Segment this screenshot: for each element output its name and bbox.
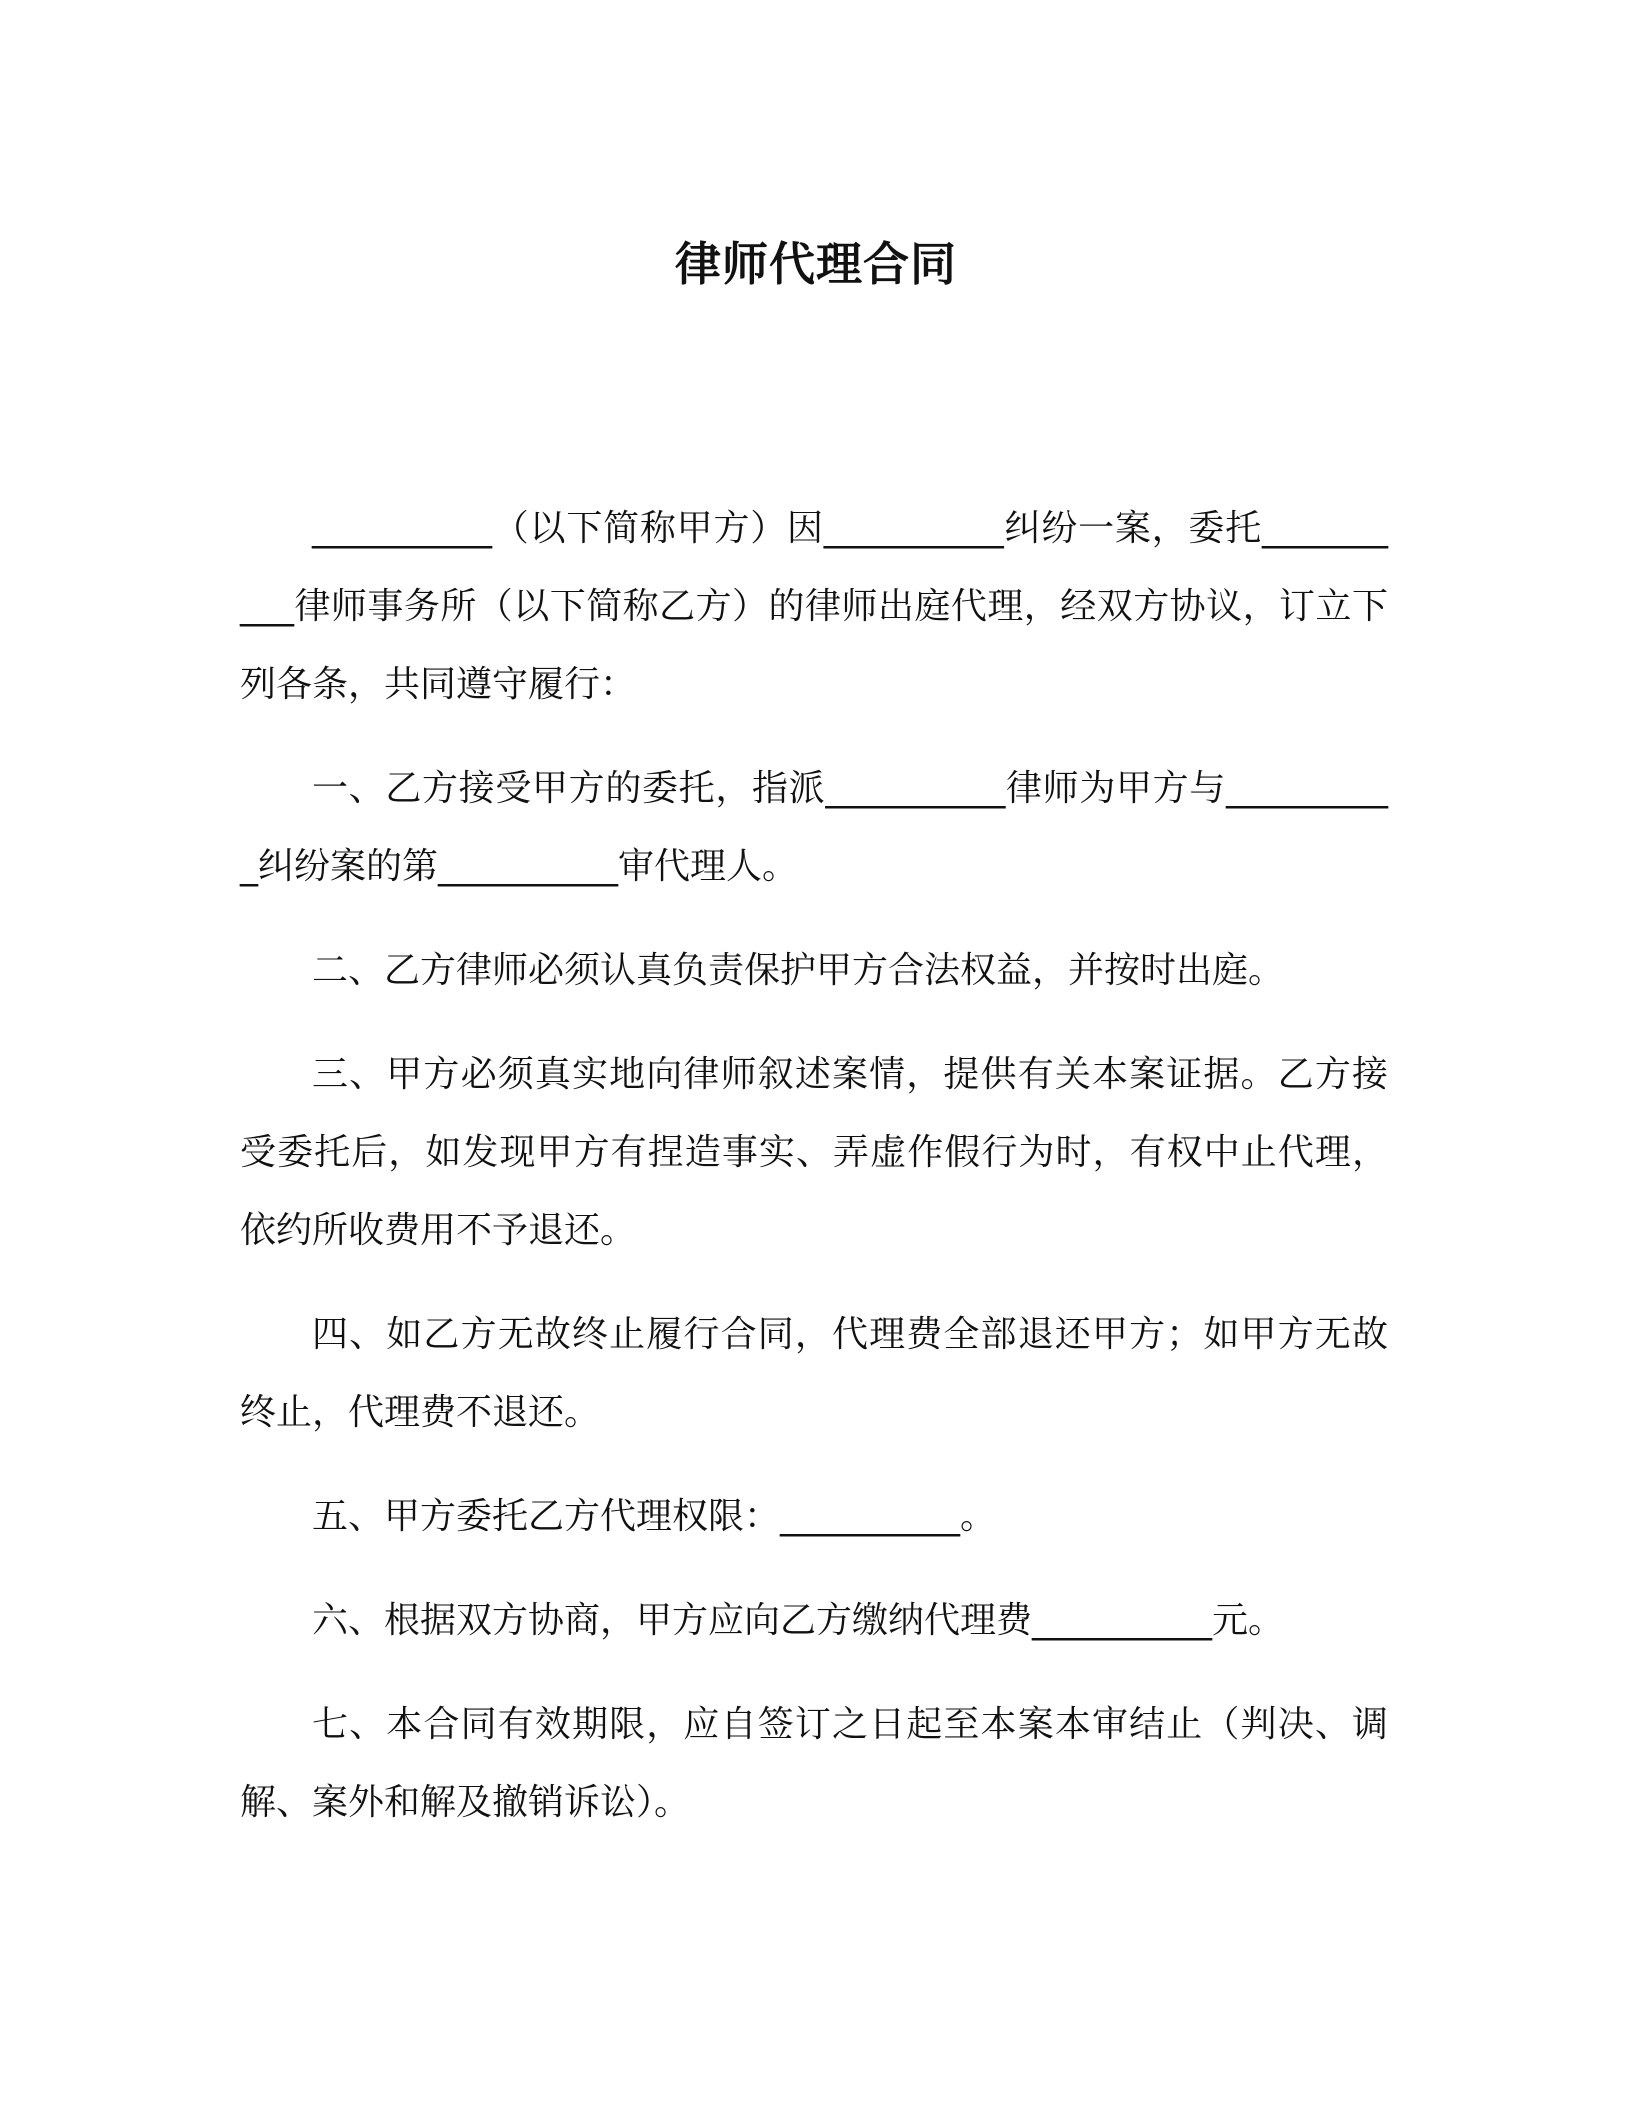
contract-body bbox=[240, 490, 1388, 1868]
clause-1: 一、乙方接受甲方的委托，指派__________律师为甲方与__________纠纷案的第__________审代理人。 bbox=[240, 768, 1388, 887]
clause-3: 三、甲方必须真实地向律师叙述案情，提供有关本案证据。乙方接受委托后，如发现甲方有捏造事实、弄虚作假行为时，有权中止代理，依约所收费用不予退还。 bbox=[240, 1054, 1388, 1251]
clause-5: 五、甲方委托乙方代理权限：__________。 bbox=[312, 1496, 997, 1537]
preamble-paragraph: __________（以下简称甲方）因__________纠纷一案，委托__________律师事务所（以下简称乙方）的律师出庭代理，经双方协议，订立下列各条，共同遵守履行： bbox=[240, 508, 1388, 705]
clause-6: 六、根据双方协商，甲方应向乙方缴纳代理费__________元。 bbox=[312, 1600, 1285, 1641]
clause-4: 四、如乙方无故终止履行合同，代理费全部退还甲方；如甲方无故终止，代理费不退还。 bbox=[240, 1314, 1388, 1433]
document-title: 律师代理合同 bbox=[675, 237, 957, 291]
clause-7: 七、本合同有效期限，应自签订之日起至本案本审结止（判决、调解、案外和解及撤销诉讼）。 bbox=[240, 1704, 1388, 1823]
clause-2: 二、乙方律师必须认真负责保护甲方合法权益，并按时出庭。 bbox=[312, 950, 1285, 991]
